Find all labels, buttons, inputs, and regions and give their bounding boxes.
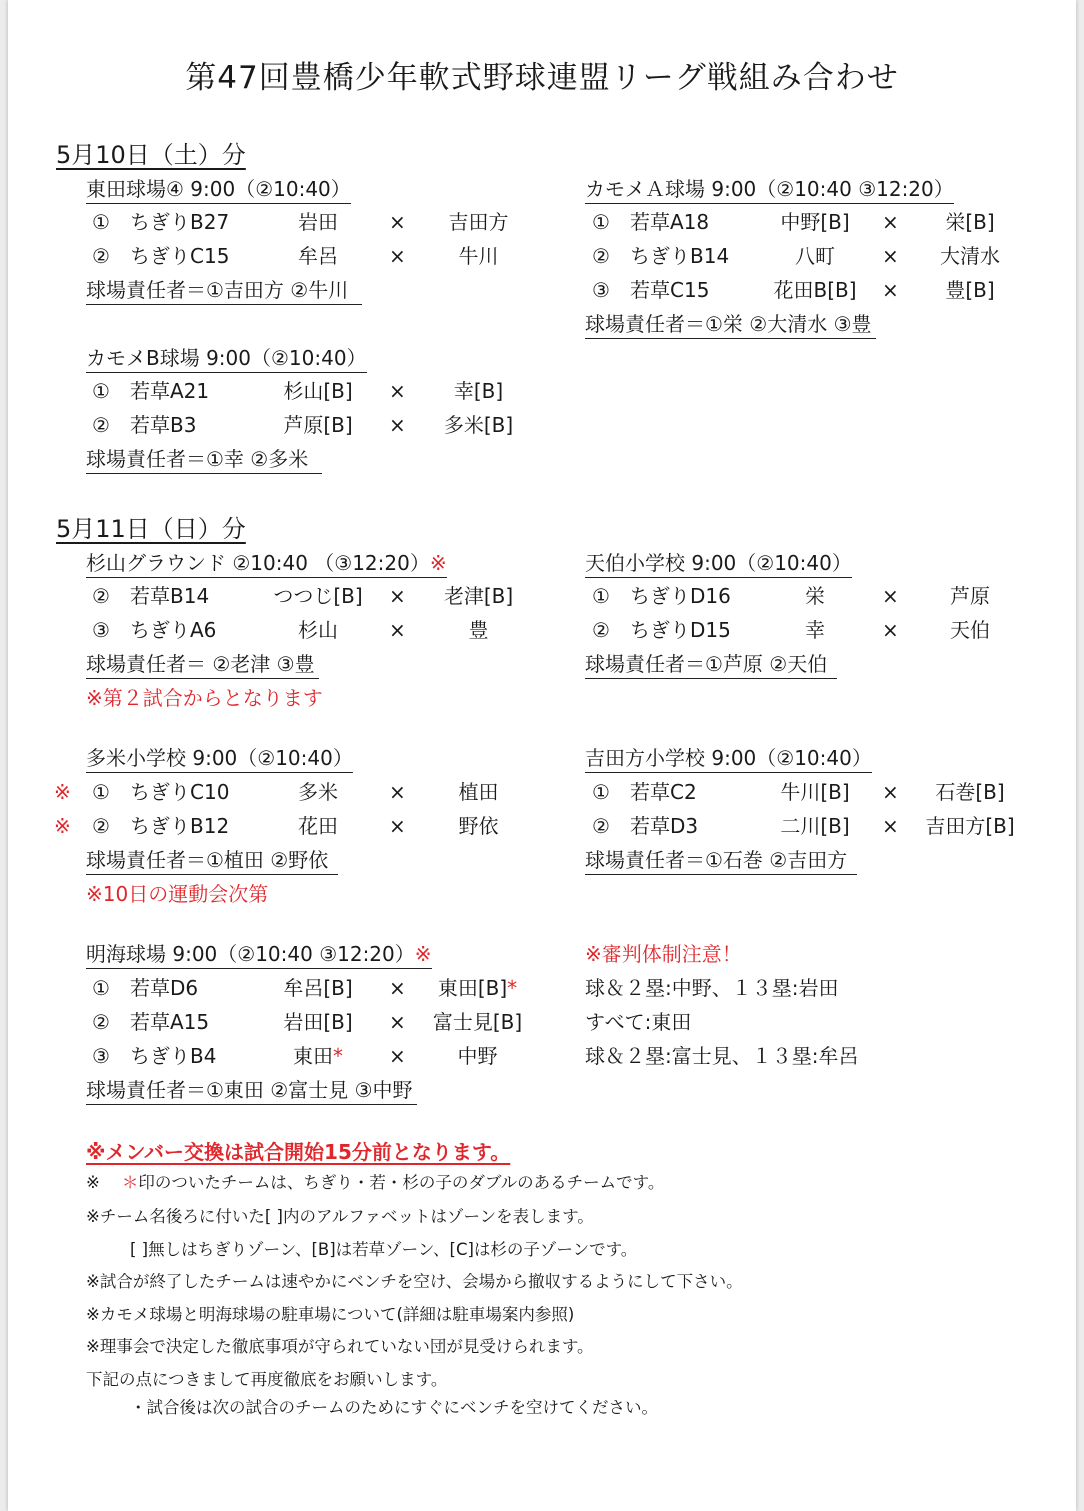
footnote-line: 下記の点につきまして再度徹底をお願いします。 <box>86 1370 448 1389</box>
footnote-line: ・試合後は次の試合のチームのためにすぐにベンチを空けてください。 <box>130 1398 658 1417</box>
date-heading-may11: 5月11日（日）分 <box>56 515 246 543</box>
venue-meikai: 明海球場 9:00（②10:40 ③12:20）※ <box>86 941 432 969</box>
date-heading-may10: 5月10日（土）分 <box>56 141 246 169</box>
footnote-line: [ ]無しはちぎりゾーン、[B]は若草ゾーン、[C]は杉の子ゾーンです。 <box>130 1240 638 1259</box>
venue-yoshidagata: 吉田方小学校 9:00（②10:40） <box>585 745 872 773</box>
field-manager-meikai: 球場責任者＝①東田 ②富士見 ③中野 <box>86 1077 417 1105</box>
footnote-line: ※ ＊印のついたチームは、ちぎり・若・杉の子のダブルのあるチームです。 <box>86 1173 665 1192</box>
note-mark: ※ <box>414 942 432 966</box>
field-manager-sugiyama: 球場責任者＝ ②老津 ③豊 <box>86 651 319 679</box>
venue-kamome-b: カモメB球場 9:00（②10:40） <box>86 345 367 373</box>
umpire-line: すべて:東田 <box>585 1010 692 1034</box>
field-manager-tenpaku: 球場責任者＝①芦原 ②天伯 <box>585 651 837 679</box>
venue-tame: 多米小学校 9:00（②10:40） <box>86 745 353 773</box>
member-change-notice: ※メンバー交換は試合開始15分前となります。 <box>86 1140 511 1164</box>
field-manager-kamome-a: 球場責任者＝①栄 ②大清水 ③豊 <box>585 311 876 339</box>
note-sugiyama: ※第２試合からとなります <box>86 686 323 710</box>
venue-tenpaku: 天伯小学校 9:00（②10:40） <box>585 550 852 578</box>
umpire-line: 球＆２塁:富士見、１３塁:牟呂 <box>585 1044 859 1068</box>
field-manager-kamome-b: 球場責任者＝①幸 ②多米 <box>86 446 322 474</box>
footnote-line: ※チーム名後ろに付いた[ ]内のアルファベットはゾーンを表します。 <box>86 1207 594 1226</box>
umpire-line: 球＆２塁:中野、１３塁:岩田 <box>585 976 839 1000</box>
footnote-line: ※理事会で決定した徹底事項が守られていない団が見受けられます。 <box>86 1337 594 1356</box>
venue-higashida: 東田球場④ 9:00（②10:40） <box>86 176 351 204</box>
page-title: 第47回豊橋少年軟式野球連盟リーグ戦組み合わせ <box>185 60 899 96</box>
note-tame: ※10日の運動会次第 <box>86 882 269 906</box>
double-team-mark: ＊ <box>121 1173 139 1192</box>
double-team-mark: * <box>507 976 518 1000</box>
field-manager-higashida: 球場責任者＝①吉田方 ②牛川 <box>86 277 362 305</box>
double-team-mark: * <box>333 1044 343 1068</box>
umpire-notice-title: ※審判体制注意！ <box>585 942 742 966</box>
venue-sugiyama: 杉山グラウンド ②10:40 （③12:20）※ <box>86 550 447 578</box>
footnote-line: ※カモメ球場と明海球場の駐車場について(詳細は駐車場案内参照) <box>86 1305 575 1324</box>
note-mark: ※ <box>429 551 447 575</box>
field-manager-tame: 球場責任者＝①植田 ②野依 <box>86 847 338 875</box>
venue-kamome-a: カモメＡ球場 9:00（②10:40 ③12:20） <box>585 176 954 204</box>
footnote-line: ※試合が終了したチームは速やかにベンチを空け、会場から撤収するようにして下さい。 <box>86 1272 743 1291</box>
field-manager-yoshidagata: 球場責任者＝①石巻 ②吉田方 <box>585 847 857 875</box>
